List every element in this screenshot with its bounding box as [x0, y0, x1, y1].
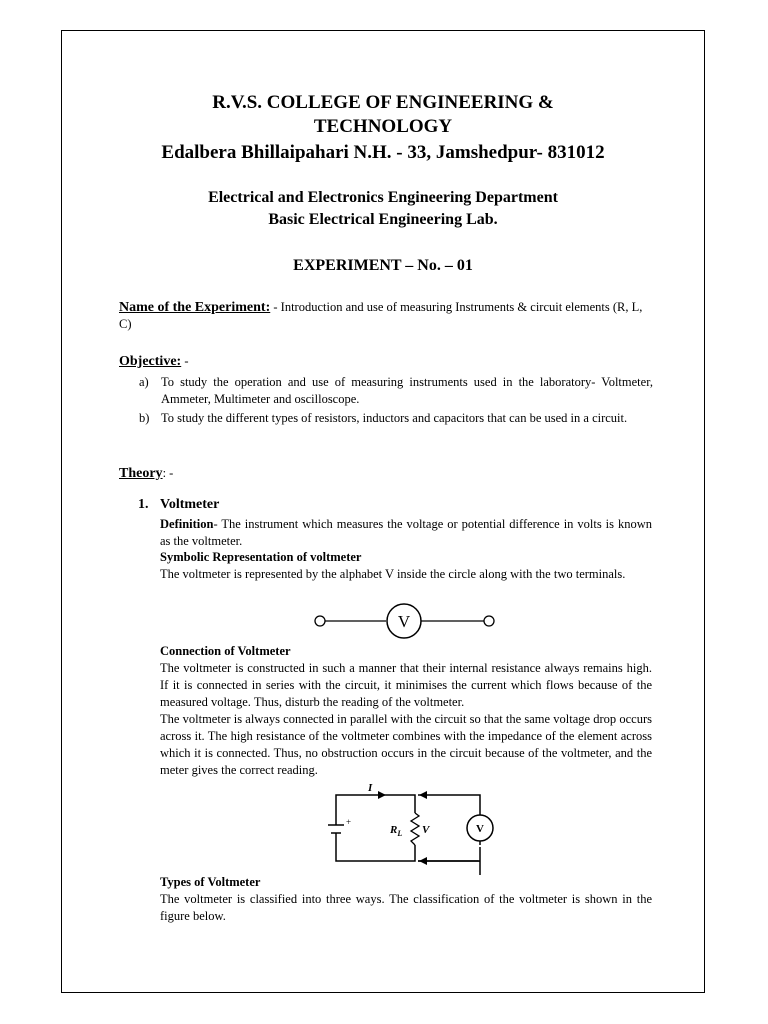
college-address: Edalbera Bhillaipahari N.H. - 33, Jamshedpur- 831012 — [161, 142, 605, 163]
theory-suffix: : - — [162, 466, 174, 480]
definition-paragraph — [160, 516, 652, 550]
objective-item-b — [119, 410, 653, 427]
voltmeter-symbol — [310, 603, 500, 643]
department-title: Electrical and Electronics Engineering Department — [208, 189, 558, 206]
college-name-line1: R.V.S. COLLEGE OF ENGINEERING & — [212, 92, 554, 113]
voltage-label: V — [422, 824, 430, 836]
list-marker: a) — [139, 375, 149, 389]
resistor-label: $R_L$ — [390, 824, 403, 838]
theory-item-title: Voltmeter — [160, 497, 220, 512]
connection-paragraph-2: The voltmeter is always connected in parallel with the circuit so that the same voltage drop occurs across it. The high resistance of the voltmeter combines with the impedance of the element across which it is connected. Thus, no obstruction occurs in the circuit because of the voltmeter, and the meter gives the correct reading. — [160, 712, 652, 777]
types-heading: Types of Voltmeter — [160, 875, 261, 889]
experiment-name-label: Name of the Experiment: — [119, 300, 271, 315]
terminal-left-icon — [315, 616, 325, 626]
node-arrow-top-icon — [419, 791, 427, 799]
theory-item-number: 1. — [138, 497, 149, 512]
theory-item-1 — [138, 497, 219, 513]
experiment-name-text: - Introduction and use of measuring Instruments & circuit elements (R, L, C) — [119, 300, 643, 331]
definition-text: - The instrument which measures the voltage or potential difference in volts is known as the voltmeter. — [160, 517, 652, 548]
battery-plus-sign: + — [346, 817, 352, 827]
current-label: I — [368, 782, 373, 794]
terminal-right-icon — [484, 616, 494, 626]
objective-item-text: To study the operation and use of measuring instruments used in the laboratory- Voltmeter, Ammeter, Multimeter and oscilloscope. — [161, 375, 653, 406]
experiment-number: EXPERIMENT – No. – 01 — [293, 257, 473, 274]
objective-heading — [119, 353, 189, 370]
node-arrow-bottom-icon — [419, 857, 427, 865]
objective-item-text: To study the different types of resistors, inductors and capacitors that can be used in a circuit. — [161, 411, 628, 425]
definition-label: Definition — [160, 517, 214, 531]
types-text: The voltmeter is classified into three ways. The classification of the voltmeter is shown in the figure below. — [160, 892, 652, 923]
meter-label: V — [476, 823, 484, 835]
document-page — [61, 30, 705, 993]
current-arrow-icon — [378, 791, 386, 799]
voltmeter-circuit-diagram — [318, 781, 498, 876]
objective-label: Objective: — [119, 354, 182, 369]
lab-title: Basic Electrical Engineering Lab. — [268, 211, 498, 228]
symbolic-text: The voltmeter is represented by the alphabet V inside the circle along with the two terminals. — [160, 567, 626, 581]
connection-paragraph-1: The voltmeter is constructed in such a manner that their internal resistance always remains high. If it is connected in series with the circuit, it minimises the current which flows because of the measured voltage. Thus, disturb the reading of the voltmeter. — [160, 661, 652, 709]
voltmeter-symbol-letter: V — [397, 612, 411, 631]
list-marker: b) — [139, 411, 150, 425]
connection-heading: Connection of Voltmeter — [160, 644, 291, 658]
theory-heading — [119, 465, 173, 482]
experiment-name-section — [119, 299, 653, 333]
objective-suffix: - — [181, 354, 189, 368]
symbolic-heading: Symbolic Representation of voltmeter — [160, 550, 362, 564]
objective-item-a — [119, 374, 653, 408]
college-name-line2: TECHNOLOGY — [313, 116, 453, 137]
theory-label: Theory — [119, 466, 163, 481]
